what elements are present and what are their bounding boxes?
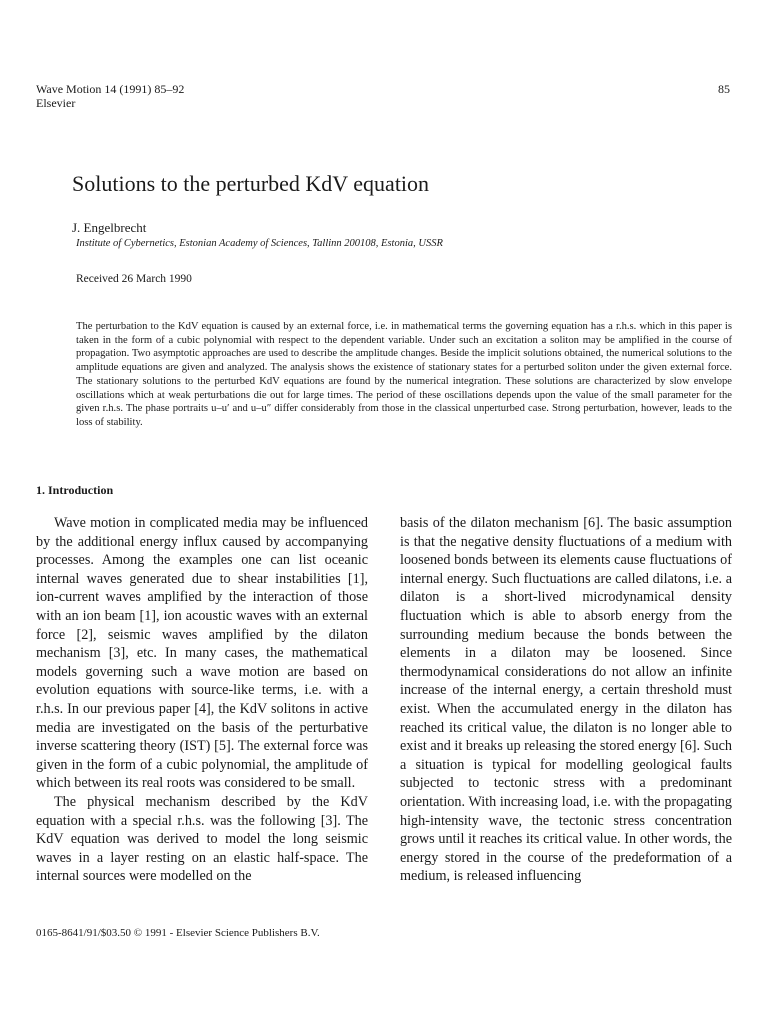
received-date: Received 26 March 1990 — [76, 273, 192, 285]
copyright-footer: 0165-8641/91/$03.50 © 1991 - Elsevier Science Publishers B.V. — [36, 927, 320, 939]
right-column — [400, 514, 732, 886]
paragraph: Wave motion in complicated media may be influenced by the additional energy influx caused by accompanying processes. Among the examples one can list oceanic internal waves generated due to shear instabilities [1], ion-current waves amplified by the interaction of those with an ion beam [1], ion acoustic waves with an external force [2], seismic waves amplified by the dilaton mechanism [3], etc. In many cases, the mathematical models governing such a wave motion are based on evolution equations with source-like terms, i.e. with a r.h.s. In our previous paper [4], the KdV solitons in active media are investigated on the basis of the perturbative inverse scattering theory (IST) [5]. The external force was given in the form of a cubic polynomial, the amplitude of which between its real roots was considered to be small. — [36, 515, 368, 792]
paragraph: The physical mechanism described by the KdV equation with a special r.h.s. was the following [3]. The KdV equation was derived to model the long seismic waves in a layer resting on an elastic half-space. The internal sources were modelled on the — [36, 793, 368, 885]
journal-citation: Wave Motion 14 (1991) 85–92 — [36, 82, 185, 96]
page-number: 85 — [718, 82, 730, 96]
publisher-name: Elsevier — [36, 96, 76, 110]
article-title: Solutions to the perturbed KdV equation — [72, 171, 430, 196]
abstract: The perturbation to the KdV equation is caused by an external force, i.e. in mathematical terms the governing equation has a r.h.s. which in this paper is taken in the form of a cubic polynomial with respect to the dependent variable. Under such an excitation a soliton may be amplified in the course of propagation. Two asymptotic approaches are used to describe the amplitude changes. Beside the implicit solutions obtained, the numerical solutions to the amplitude equations are given and analyzed. The analysis shows the existence of stationary states for a perturbed soliton under the given external force. The stationary solutions to the perturbed KdV equations are found by the numerical integration. These solutions are characterized by slow envelope oscillations which at weak perturbations die out for large times. The period of these oscillations depends upon the value of the small parameter for the given r.h.s. The phase portraits u–u′ and u–u″ differ considerably from those in the classical unperturbed case. Strong perturbation, however, leads to the loss of stability. — [76, 321, 732, 428]
paragraph: basis of the dilaton mechanism [6]. The basic assumption is that the negative density fluctuations of a medium with loosened bonds between its elements cause fluctuations of internal energy. Such fluctuations are called dilatons, i.e. a dilaton is a short-lived microdynamical density fluctuation which is able to absorb energy from the surrounding medium because the bonds between the elements in a dilaton may be loosened. Since thermodynamical considerations do not allow an infinite increase of the internal energy, a certain threshold must exist. When the accumulated energy in the dilaton has reached its critical value, the dilaton is no longer able to exist and it breaks up releasing the stored energy [6]. Such a situation is typical for modelling geological faults subjected to tectonic stress with a predominant orientation. With increasing load, i.e. with the propagating high-intensity wave, the tectonic stress concentration grows until it reaches its critical value. In other words, the energy stored in the course of the predeformation of a medium, is released influencing — [400, 515, 732, 885]
section-heading: 1. Introduction — [36, 483, 114, 497]
author-name: J. Engelbrecht — [72, 220, 147, 235]
left-column — [36, 514, 368, 886]
author-affiliation: Institute of Cybernetics, Estonian Academy of Sciences, Tallinn 200108, Estonia, USSR — [76, 238, 443, 249]
